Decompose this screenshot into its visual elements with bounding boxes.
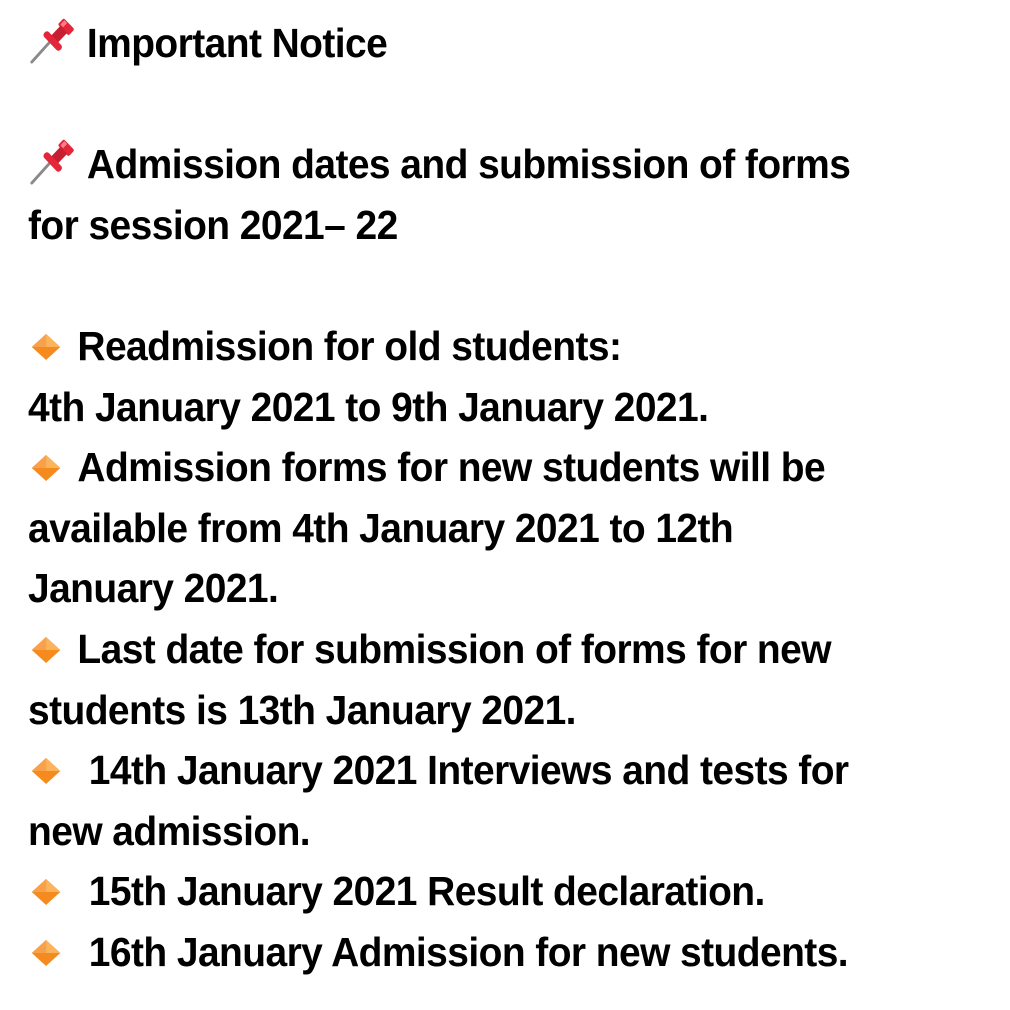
notice-subtitle-line	[28, 134, 940, 195]
spacer	[28, 74, 940, 135]
list-item-cont: students is 13th January 2021.	[28, 686, 576, 733]
list-item	[28, 740, 940, 801]
notice-document	[28, 13, 940, 983]
notice-title: Important Notice	[86, 20, 388, 66]
list-item-cont: January 2021.	[28, 565, 279, 612]
orange-diamond-icon	[28, 633, 64, 667]
list-item-text: Last date for submission of forms for new	[77, 625, 831, 672]
orange-diamond-icon	[28, 936, 64, 970]
list-item	[28, 619, 940, 680]
list-item-cont: 4th January 2021 to 9th January 2021.	[28, 383, 709, 430]
orange-diamond-icon	[28, 451, 64, 485]
list-item-cont: new admission.	[28, 807, 311, 854]
orange-diamond-icon	[28, 330, 64, 364]
list-item	[28, 922, 940, 983]
notice-subtitle-cont: for session 2021– 22	[28, 201, 398, 248]
list-item	[28, 861, 940, 922]
list-item-cont: available from 4th January 2021 to 12th	[28, 504, 734, 551]
list-item	[28, 316, 940, 377]
list-item	[28, 437, 940, 498]
orange-diamond-icon	[28, 875, 64, 909]
notice-subtitle: Admission dates and submission of forms	[86, 141, 851, 188]
notice-title-line	[28, 13, 940, 74]
list-item-text: Admission forms for new students will be	[77, 444, 826, 491]
pushpin-icon	[28, 138, 77, 186]
list-item-text: 15th January 2021 Result declaration.	[88, 868, 765, 915]
list-item-text: Readmission for old students:	[77, 322, 622, 369]
spacer	[28, 255, 940, 316]
orange-diamond-icon	[28, 754, 64, 788]
list-item-text: 14th January 2021 Interviews and tests for	[88, 747, 849, 794]
pushpin-icon	[28, 17, 77, 65]
list-item-text: 16th January Admission for new students.	[88, 928, 849, 975]
